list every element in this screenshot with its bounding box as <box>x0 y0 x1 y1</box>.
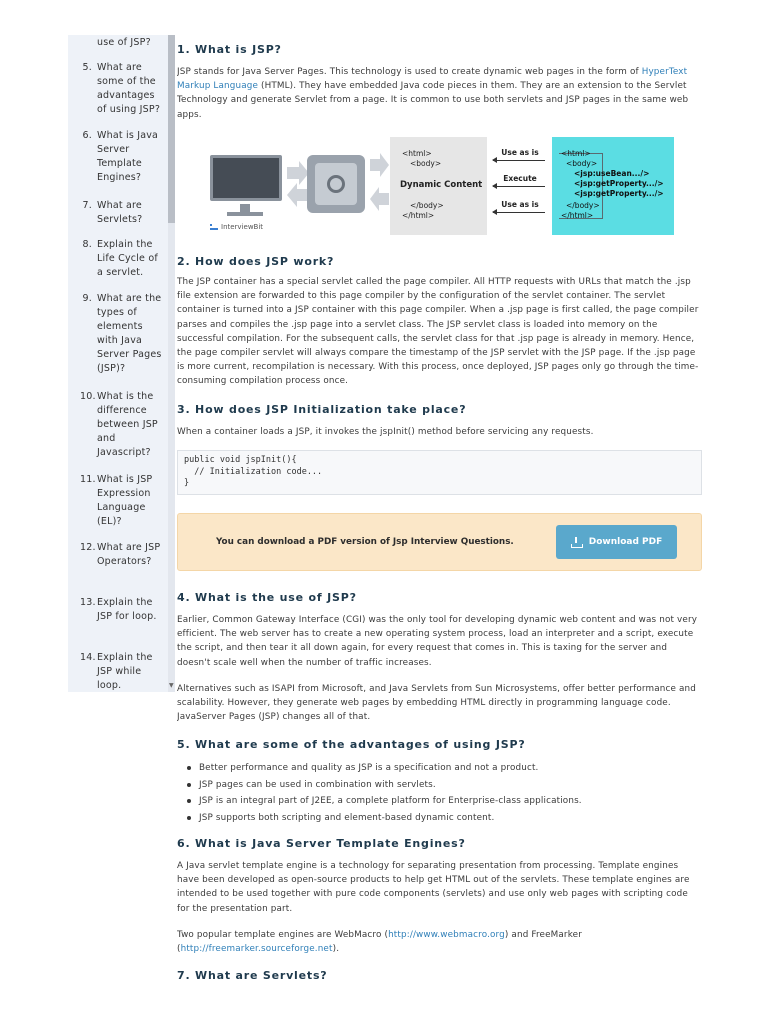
section-6-paragraph-1: A Java servlet template engine is a technology for separating presentation from processing. Template engines have been developed as open-source products to help get HTML out of the servlets. These template engines are intended to be used together with pure code components (servlets) and use only web pages with scripting code for the presentation part. <box>177 861 690 914</box>
interviewbit-logo: InterviewBit <box>210 223 263 231</box>
section-title-7: 7. What are Servlets? <box>177 969 328 982</box>
toc-item-13[interactable]: 13. Explain the JSP for loop. <box>80 597 157 622</box>
download-banner <box>177 513 702 571</box>
server-safe-icon <box>307 155 365 213</box>
section-4-paragraph-1: Earlier, Common Gateway Interface (CGI) was the only tool for developing dynamic web content and was not very efficient. The web server has to create a new operating system process, load an interpreter and a script, execute the script, and then tear it all down again, for every request that comes in. This is taxing for the server and doesn't scale well when the number of traffic increases. <box>177 615 698 668</box>
toc-item-8[interactable]: 8. Explain the Life Cycle of a servlet. <box>82 239 158 278</box>
freemarker-link[interactable]: http://freemarker.sourceforge.net <box>180 944 333 955</box>
toc-item-7[interactable]: 7. What are Servlets? <box>82 200 143 225</box>
toc-item-10[interactable]: 10. What is the difference between JSP and Javascript? <box>80 391 158 458</box>
hypertext-link[interactable]: HyperText Markup Language <box>177 67 688 92</box>
arrow-left-icon <box>493 186 545 187</box>
download-icon <box>571 537 581 547</box>
jsp-code-box: <html> <body> <jsp:useBean.../> <jsp:getProperty.../> <jsp:getProperty.../> </body> </html> <box>552 137 674 235</box>
section-title-3: 3. How does JSP Initialization take place? <box>177 403 467 416</box>
section-title-2: 2. How does JSP work? <box>177 255 335 268</box>
section-title-6: 6. What is Java Server Template Engines? <box>177 837 466 850</box>
toc-item-12[interactable]: 12. What are JSP Operators? <box>80 542 161 567</box>
toc-item-14[interactable]: 14. Explain the JSP while loop. <box>80 652 153 691</box>
toc-item-4-cont[interactable]: use of JSP? <box>97 37 151 48</box>
advantages-list <box>177 760 702 826</box>
sidebar-scrollbar-thumb[interactable] <box>168 35 175 223</box>
interviewbit-logo-icon <box>210 224 218 230</box>
jsp-diagram: InterviewBit <html> <body> Dynamic Content </body> </html> Use as is Execute Use as is <html> <body> <jsp:useBean.../> <jsp:getProperty.../> <jsp:getProperty.../> </body> </html> <box>205 137 675 235</box>
toc-item-5[interactable]: 5. What are some of the advantages of using JSP? <box>82 62 161 115</box>
webmacro-link[interactable]: http://www.webmacro.org <box>388 930 505 940</box>
section-1-paragraph: JSP stands for Java Server Pages. This technology is used to create dynamic web pages in the form of HyperText Markup Language (HTML). They have embedded Java code pieces in them. They are an extension to the Servlet Technology and generate Servlet from a page. It is common to use both servlets and JSP pages in the same web apps. <box>177 67 689 120</box>
toc-item-11[interactable]: 11. What is JSP Expression Language (EL)? <box>80 474 153 527</box>
arrow-left-icon <box>493 212 545 213</box>
section-3-paragraph: When a container loads a JSP, it invokes the jspInit() method before servicing any requests. <box>177 427 594 437</box>
dynamic-content-box: <html> <body> Dynamic Content </body> </html> <box>390 137 487 235</box>
banner-text: You can download a PDF version of Jsp Interview Questions. <box>216 537 514 547</box>
article-content <box>177 35 732 990</box>
section-title-5: 5. What are some of the advantages of using JSP? <box>177 738 526 751</box>
arrow-left-icon <box>287 183 297 207</box>
list-item: JSP pages can be used in combination with servlets. <box>177 777 702 794</box>
toc-item-9[interactable]: 9. What are the types of elements with Java Server Pages (JSP)? <box>82 293 162 374</box>
scroll-down-arrow-icon[interactable]: ▼ <box>169 682 174 689</box>
arrow-left-icon <box>493 160 545 161</box>
list-item: JSP supports both scripting and element-based dynamic content. <box>177 810 702 827</box>
section-title-1: 1. What is JSP? <box>177 43 282 56</box>
list-item: Better performance and quality as JSP is a specification and not a product. <box>177 760 702 777</box>
section-6-paragraph-2: Two popular template engines are WebMacro (http://www.webmacro.org) and FreeMarker (http://freemarker.sourceforge.net). <box>177 930 582 955</box>
code-block: public void jspInit(){ // Initialization code... } <box>177 450 702 495</box>
list-item: JSP is an integral part of J2EE, a complete platform for Enterprise-class applications. <box>177 793 702 810</box>
monitor-icon <box>210 155 282 201</box>
section-2-paragraph: The JSP container has a special servlet called the page compiler. All HTTP requests with URLs that match the .jsp file extension are forwarded to this page compiler by the configuration of the servlet container. The servlet container is turned into a JSP container with this page compiler. When a .jsp page is first called, the page compiler parses and compiles the .jsp page into a servlet class. The JSP servlet class is loaded into memory on the successful compilation. For the subsequent calls, the servlet class for that .jsp page is already in memory. Hence, the page compiler servlet will always compare the timestamp of the JSP servlet with the JSP page. If the .jsp page is more current, recompilation is necessary. With this process, once deployed, JSP pages only go through the time-consuming compilation process once. <box>177 277 699 387</box>
table-of-contents <box>68 35 175 692</box>
toc-item-6[interactable]: 6. What is Java Server Template Engines? <box>82 130 159 183</box>
section-title-4: 4. What is the use of JSP? <box>177 591 357 604</box>
download-pdf-button[interactable]: Download PDF <box>556 525 677 559</box>
section-4-paragraph-2: Alternatives such as ISAPI from Microsoft, and Java Servlets from Sun Microsystems, offer better performance and scalability. However, they generate web pages by embedding HTML directly in programming language code. JavaServer Pages (JSP) changes all of that. <box>177 684 697 723</box>
